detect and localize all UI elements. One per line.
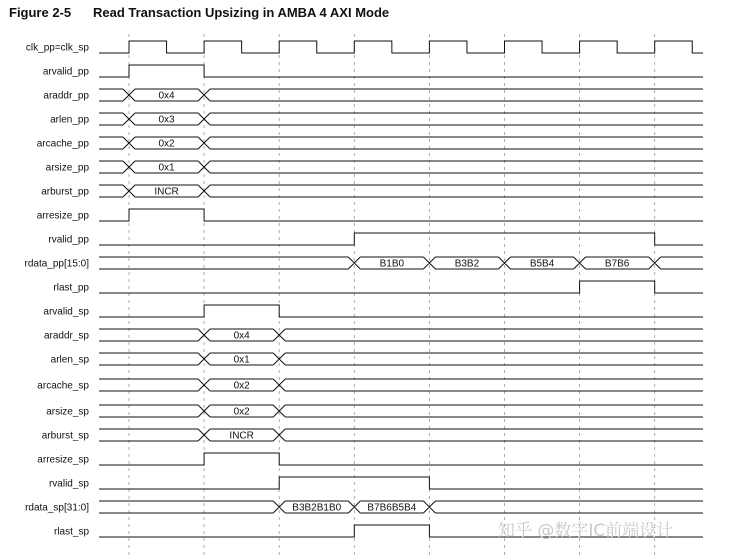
signal-label: rvalid_pp: [48, 234, 89, 246]
signal-label: clk_pp=clk_sp: [25, 42, 89, 54]
bus-waveform: [99, 161, 703, 173]
bus-waveform: [99, 353, 703, 365]
signal-label: rvalid_sp: [48, 478, 89, 490]
signal-rdata-pp-15-0: [25, 257, 704, 270]
signal-label: arburst_sp: [41, 430, 89, 442]
signal-label: rdata_pp[15:0]: [24, 258, 89, 270]
signal-arresize-sp: [37, 453, 703, 466]
signal-label: rlast_pp: [53, 282, 89, 294]
signal-label: arcache_sp: [37, 380, 89, 392]
figure-title: Read Transaction Upsizing in AMBA 4 AXI Mode: [93, 5, 390, 20]
bus-value-label: B7B6B5B4: [367, 502, 417, 514]
signal-arsize-sp: [46, 405, 703, 418]
signal-label: arlen_sp: [50, 354, 89, 366]
bus-value-label: B1B0: [379, 258, 405, 270]
signal-label: arlen_pp: [50, 114, 89, 126]
bus-value-label: B5B4: [529, 258, 555, 270]
signal-label: arcache_pp: [36, 138, 89, 150]
bus-value-label: B3B2B1B0: [292, 502, 342, 514]
signal-arsize-pp: [46, 161, 703, 174]
signal-arburst-sp: [42, 429, 703, 442]
pulse-waveform: [99, 209, 703, 221]
pulse-waveform: [99, 65, 703, 77]
cycle-gridlines: [129, 34, 655, 556]
signal-label: araddr_pp: [43, 90, 89, 102]
signal-arlen-pp: [50, 113, 703, 126]
bus-waveform: [99, 429, 703, 441]
bus-waveform: [99, 185, 703, 197]
signal-label: arsize_sp: [46, 406, 89, 418]
bus-value-label: INCR: [229, 430, 254, 442]
bus-value-label: 0x2: [233, 406, 250, 418]
signal-label: arresize_sp: [37, 454, 89, 466]
signal-label: arvalid_pp: [42, 66, 89, 78]
signal-rlast-pp: [53, 281, 703, 294]
clock-waveform: [99, 41, 703, 53]
bus-value-label: B7B6: [604, 258, 630, 270]
pulse-waveform: [99, 233, 703, 245]
signal-label: arvalid_sp: [43, 306, 89, 318]
bus-waveform: [99, 89, 703, 101]
signal-arcache-pp: [37, 137, 703, 150]
signal-araddr-sp: [44, 329, 703, 342]
signal-clk-pp-clk-sp: [26, 41, 703, 54]
signal-rvalid-sp: [49, 477, 703, 490]
signal-arcache-sp: [37, 379, 703, 392]
bus-value-label: 0x4: [158, 90, 175, 102]
signal-waveforms: [25, 41, 704, 538]
bus-waveform: [99, 113, 703, 125]
signal-araddr-pp: [43, 89, 703, 102]
signal-label: rdata_sp[31:0]: [25, 502, 89, 514]
figure-number: Figure 2-5: [9, 5, 72, 20]
signal-label: araddr_sp: [43, 330, 89, 342]
bus-value-label: 0x2: [233, 380, 250, 392]
pulse-waveform: [99, 305, 703, 317]
bus-value-label: 0x2: [158, 138, 175, 150]
bus-value-label: B3B2: [454, 258, 480, 270]
signal-arlen-sp: [51, 353, 703, 366]
bus-value-label: INCR: [154, 186, 179, 198]
pulse-waveform: [99, 281, 703, 293]
pulse-waveform: [99, 477, 703, 489]
signal-label: arsize_pp: [45, 162, 89, 174]
pulse-waveform: [99, 453, 703, 465]
watermark: 知乎 @数字IC前端设计: [498, 521, 674, 541]
signal-arresize-pp: [37, 209, 703, 222]
bus-waveform: [99, 137, 703, 149]
bus-value-label: 0x3: [158, 114, 175, 126]
signal-arburst-pp: [41, 185, 703, 198]
bus-waveform: [99, 329, 703, 341]
signal-label: arburst_pp: [41, 186, 89, 198]
signal-rvalid-pp: [48, 233, 703, 246]
signal-label: rlast_sp: [53, 526, 89, 538]
signal-arvalid-sp: [43, 305, 703, 318]
signal-arvalid-pp: [43, 65, 703, 78]
bus-value-label: 0x1: [158, 162, 175, 174]
bus-waveform: [99, 379, 703, 391]
signal-rdata-sp-31-0: [25, 501, 703, 514]
bus-waveform: [99, 405, 703, 417]
signal-label: arresize_pp: [36, 210, 89, 222]
bus-value-label: 0x1: [233, 354, 250, 366]
bus-value-label: 0x4: [233, 330, 250, 342]
